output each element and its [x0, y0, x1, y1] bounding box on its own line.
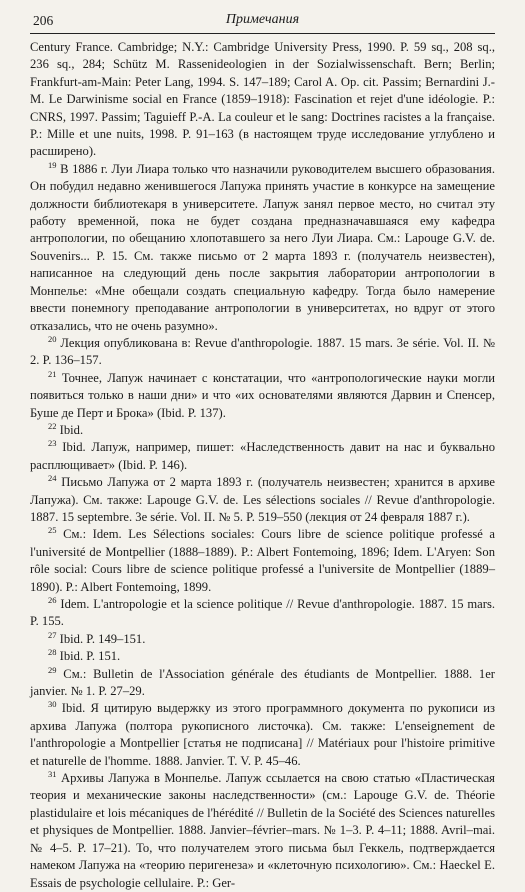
note-24 — [30, 474, 495, 526]
page-number: 206 — [33, 13, 54, 28]
note-number: 21 — [48, 368, 57, 379]
note-number: 27 — [48, 629, 57, 640]
note-text: Century France. Cambridge; N.Y.: Cambridge University Press, 1990. P. 59 sq., 208 sq., 236 sq., 284; Schütz M. Rassenideologien in der Sozialwissenschaft. Bern; Berlin; Frankfurt-am-Main: Peter Lang, 1994. S. 147–189; Carol A. Op. cit. Passim; Bernardini J.-M. Le Darwinisme social en France (1859–1918): Fascination et rejet d'une idéologie. P.: CNRS, 1997. Passim; Taguieff P.-A. La couleur et le sang: Doctrines racistes a la française. P.: Mille et une nuits, 1998. P. 91–163 (в настоящем труде исследование углублено и расширено). — [30, 40, 495, 159]
note-text: Лекция опубликована в: Revue d'anthropologie. 1887. 15 mars. 3e série. Vol. II. № 2. P. 136–157. — [30, 335, 495, 368]
note-25 — [30, 526, 495, 596]
page-header — [30, 0, 495, 34]
note-text: Письмо Лапужа от 2 марта 1893 г. (получатель неизвестен; хранится в архиве Лапужа). См. также: Lapouge G.V. de. Les sélections sociales // Revue d'anthropologie. 1887. 15 septembre. 3e série. Vol. II. № 5. P. 519–550 (лекция от 24 февраля 1887 г.). — [30, 475, 495, 524]
note-number: 23 — [48, 438, 57, 449]
note-22 — [30, 422, 495, 439]
note-20 — [30, 335, 495, 370]
header-rule — [30, 33, 495, 34]
note-number: 26 — [48, 594, 57, 605]
running-title: Примечания — [225, 12, 300, 27]
note-text: Точнее, Лапуж начинает с констатации, что «антропологические науки могли появиться только в наши дни» и что «их основателями являются Дарвин и Спенсер, Буше де Перт и Брока» (Ibid. P. 137). — [30, 370, 496, 420]
note-number: 25 — [48, 525, 57, 536]
note-text: Idem. L'antropologie et la science politique // Revue d'anthropologie. 1887. 15 mars. P. 155. — [30, 597, 495, 629]
note-text: См.: Idem. Les Sélections sociales: Cours libre de science politique professé a l'université de Montpellier (1888–1889). P.: Albert Fontemoing, 1896; Idem. L'Aryen: Son rôle social: Cours libre de science politique professé a l'universite de Montpellier (1889–1890). P.: Albert Fontemoing, 1899. — [30, 527, 495, 594]
note-27 — [30, 631, 495, 648]
note-23 — [30, 439, 495, 474]
note-number: 19 — [48, 159, 57, 170]
endnotes — [30, 34, 495, 892]
note-28 — [30, 648, 495, 665]
note-text: В 1886 г. Луи Лиара только что назначили руководителем высшего образования. Он побудил недавно женившегося Лапужа принять участие в конкурсе на замещение должности библиотекаря в университете. Лапуж занял первое место, но считал эту работу временной, пока не будет создана предназначавшаяся ему кафедра антропологии, по обещанию хлопотавшего за него Луи Лиара. См.: Lapouge G.V. de. Souvenirs... P. 15. См. также письмо от 2 марта 1893 г. (получатель неизвестен), написанное на следующий день после закрытия лаборатории антропологии в Монпелье: «Мне обещали создать специальную кафедру. Тогда было намерение ввести понемногу преподавание антропологии в университетах, но вдруг от этого отказались, что не очень разумно». — [30, 161, 496, 333]
note-text: Ibid. — [59, 422, 84, 437]
note-text: Ibid. P. 151. — [59, 649, 121, 664]
note-26 — [30, 596, 495, 631]
note-30 — [30, 700, 495, 770]
note-31 — [30, 770, 495, 892]
note-number: 30 — [48, 699, 57, 710]
note-text: Архивы Лапужа в Монпелье. Лапуж ссылается на свою статью «Пластическая теория и механические законы наследственности» (см.: Lapouge G.V. de. Théorie plastidulaire et lois mécaniques de l'hérédité // Bulletin de la Société des Sciences naturelles et physiques de Montpellier. 1888. Janvier–février–mars. № 1–3. P. 4–11; 1888. Avril–mai. № 4–5. P. 17–21). То, что получателем этого письма был Геккель, подтверждается намеком Лапужа на «теорию перигенеза» и «клеточную психологию». См.: Haeckel E. Essais de psychologie cellulaire. P.: Ger- — [30, 771, 495, 890]
note-text: Ibid. Лапуж, например, пишет: «Наследственность давит на нас и буквально расплющивает» (Ibid. P. 146). — [30, 440, 495, 472]
note-21 — [30, 370, 495, 422]
note-text: Ibid. Я цитирую выдержку из этого программного документа по рукописи из архива Лапужа (полтора рукописного листочка). См. также: L'enseignement de l'anthropologie a Montpellier [статья не подписана] // Matériaux pour l'histoire primitive et naturelle de l'homme. 1888. Janvier. T. V. P. 45–46. — [30, 701, 496, 768]
note-text: См.: Bulletin de l'Association générale des étudiants de Montpellier. 1888. 1er janvier. № 1. P. 27–29. — [30, 666, 495, 699]
note-29 — [30, 666, 495, 701]
note-number: 31 — [48, 768, 57, 779]
note-number: 24 — [48, 472, 57, 483]
note-number: 22 — [48, 420, 57, 431]
note-number: 28 — [48, 647, 57, 658]
note-continuation — [30, 39, 495, 161]
note-19 — [30, 161, 495, 335]
note-number: 20 — [48, 333, 57, 344]
note-text: Ibid. P. 149–151. — [59, 631, 146, 646]
note-number: 29 — [48, 664, 57, 675]
